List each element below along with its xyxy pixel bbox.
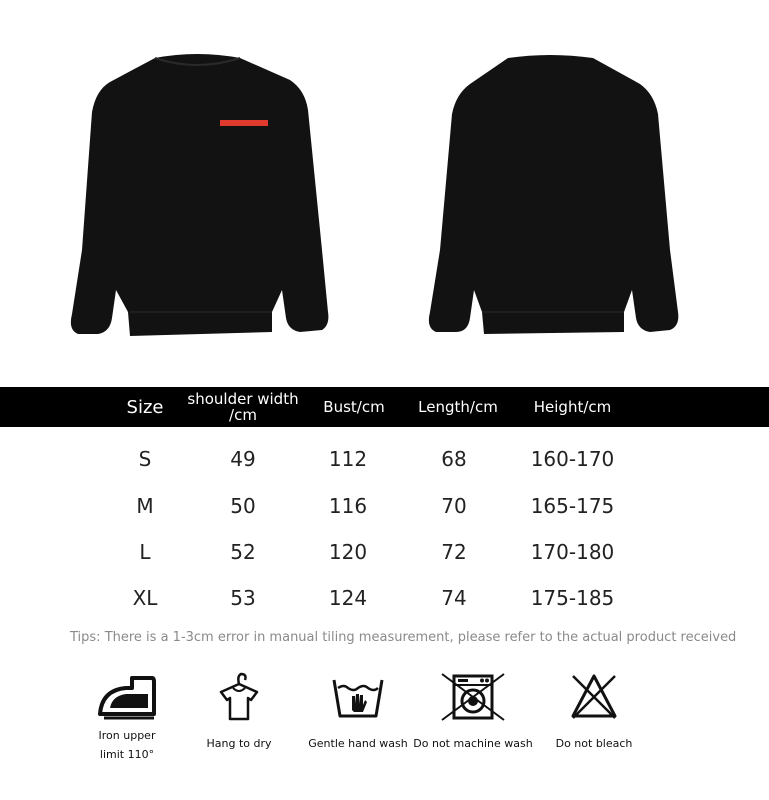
logo-stripe: [220, 120, 268, 126]
table-cell: 120: [328, 540, 368, 564]
care-label-hang-dry: [174, 734, 304, 753]
table-cell: L: [139, 540, 151, 564]
care-label-line: Iron upper: [98, 729, 156, 742]
care-item-iron: [62, 672, 192, 764]
hang-dry-icon: [217, 672, 261, 722]
care-label-no-bleach: [529, 734, 659, 753]
care-label-line: Hang to dry: [206, 737, 272, 750]
header-shoulder-width: [183, 387, 303, 427]
care-label-no-machine-wash: [408, 734, 538, 753]
table-cell: S: [138, 447, 152, 471]
table-cell: 160-170: [530, 447, 615, 471]
care-label-line: limit 110°: [99, 748, 155, 761]
sweatshirt-front-image: [60, 50, 335, 340]
table-cell: 124: [328, 586, 368, 610]
size-table-header: [0, 387, 769, 427]
header-size: Size: [126, 396, 164, 418]
header-bust: Bust/cm: [323, 397, 385, 416]
table-cell: M: [136, 494, 154, 518]
iron-icon: [96, 672, 158, 720]
care-item-no-bleach: [529, 672, 659, 753]
table-row: [0, 436, 769, 482]
header-shoulder-line2: /cm: [229, 406, 257, 424]
header-length: Length/cm: [418, 397, 498, 416]
table-cell: 49: [230, 447, 256, 471]
header-height: Height/cm: [533, 397, 612, 416]
header-shoulder-line1: shoulder width: [187, 390, 299, 408]
table-cell: 70: [441, 494, 467, 518]
table-row: [0, 529, 769, 575]
care-item-no-machine-wash: [408, 672, 538, 753]
care-label-line: Do not bleach: [555, 737, 633, 750]
table-cell: 68: [441, 447, 467, 471]
table-cell: 165-175: [530, 494, 615, 518]
table-cell: 52: [230, 540, 256, 564]
table-cell: 53: [230, 586, 256, 610]
table-cell: XL: [132, 586, 158, 610]
table-row: [0, 575, 769, 621]
care-item-hang-dry: [174, 672, 304, 753]
table-cell: 72: [441, 540, 467, 564]
product-photos: [0, 0, 769, 380]
table-cell: 74: [441, 586, 467, 610]
no-bleach-icon: [569, 672, 619, 722]
hand-wash-icon: [330, 672, 386, 722]
care-label-iron: [62, 726, 192, 764]
table-cell: 170-180: [530, 540, 615, 564]
care-label-line: Do not machine wash: [413, 737, 533, 750]
no-machine-wash-icon: [440, 672, 506, 722]
table-row: [0, 483, 769, 529]
table-cell: 50: [230, 494, 256, 518]
care-label-line: Gentle hand wash: [308, 737, 408, 750]
sweatshirt-back-image: [418, 50, 683, 340]
table-cell: 116: [328, 494, 368, 518]
care-label-hand-wash: [293, 734, 423, 753]
table-cell: 175-185: [530, 586, 615, 610]
measurement-tips: Tips: There is a 1-3cm error in manual tiling measurement, please refer to the actual product received: [70, 630, 737, 645]
table-cell: 112: [328, 447, 368, 471]
care-item-hand-wash: [293, 672, 423, 753]
